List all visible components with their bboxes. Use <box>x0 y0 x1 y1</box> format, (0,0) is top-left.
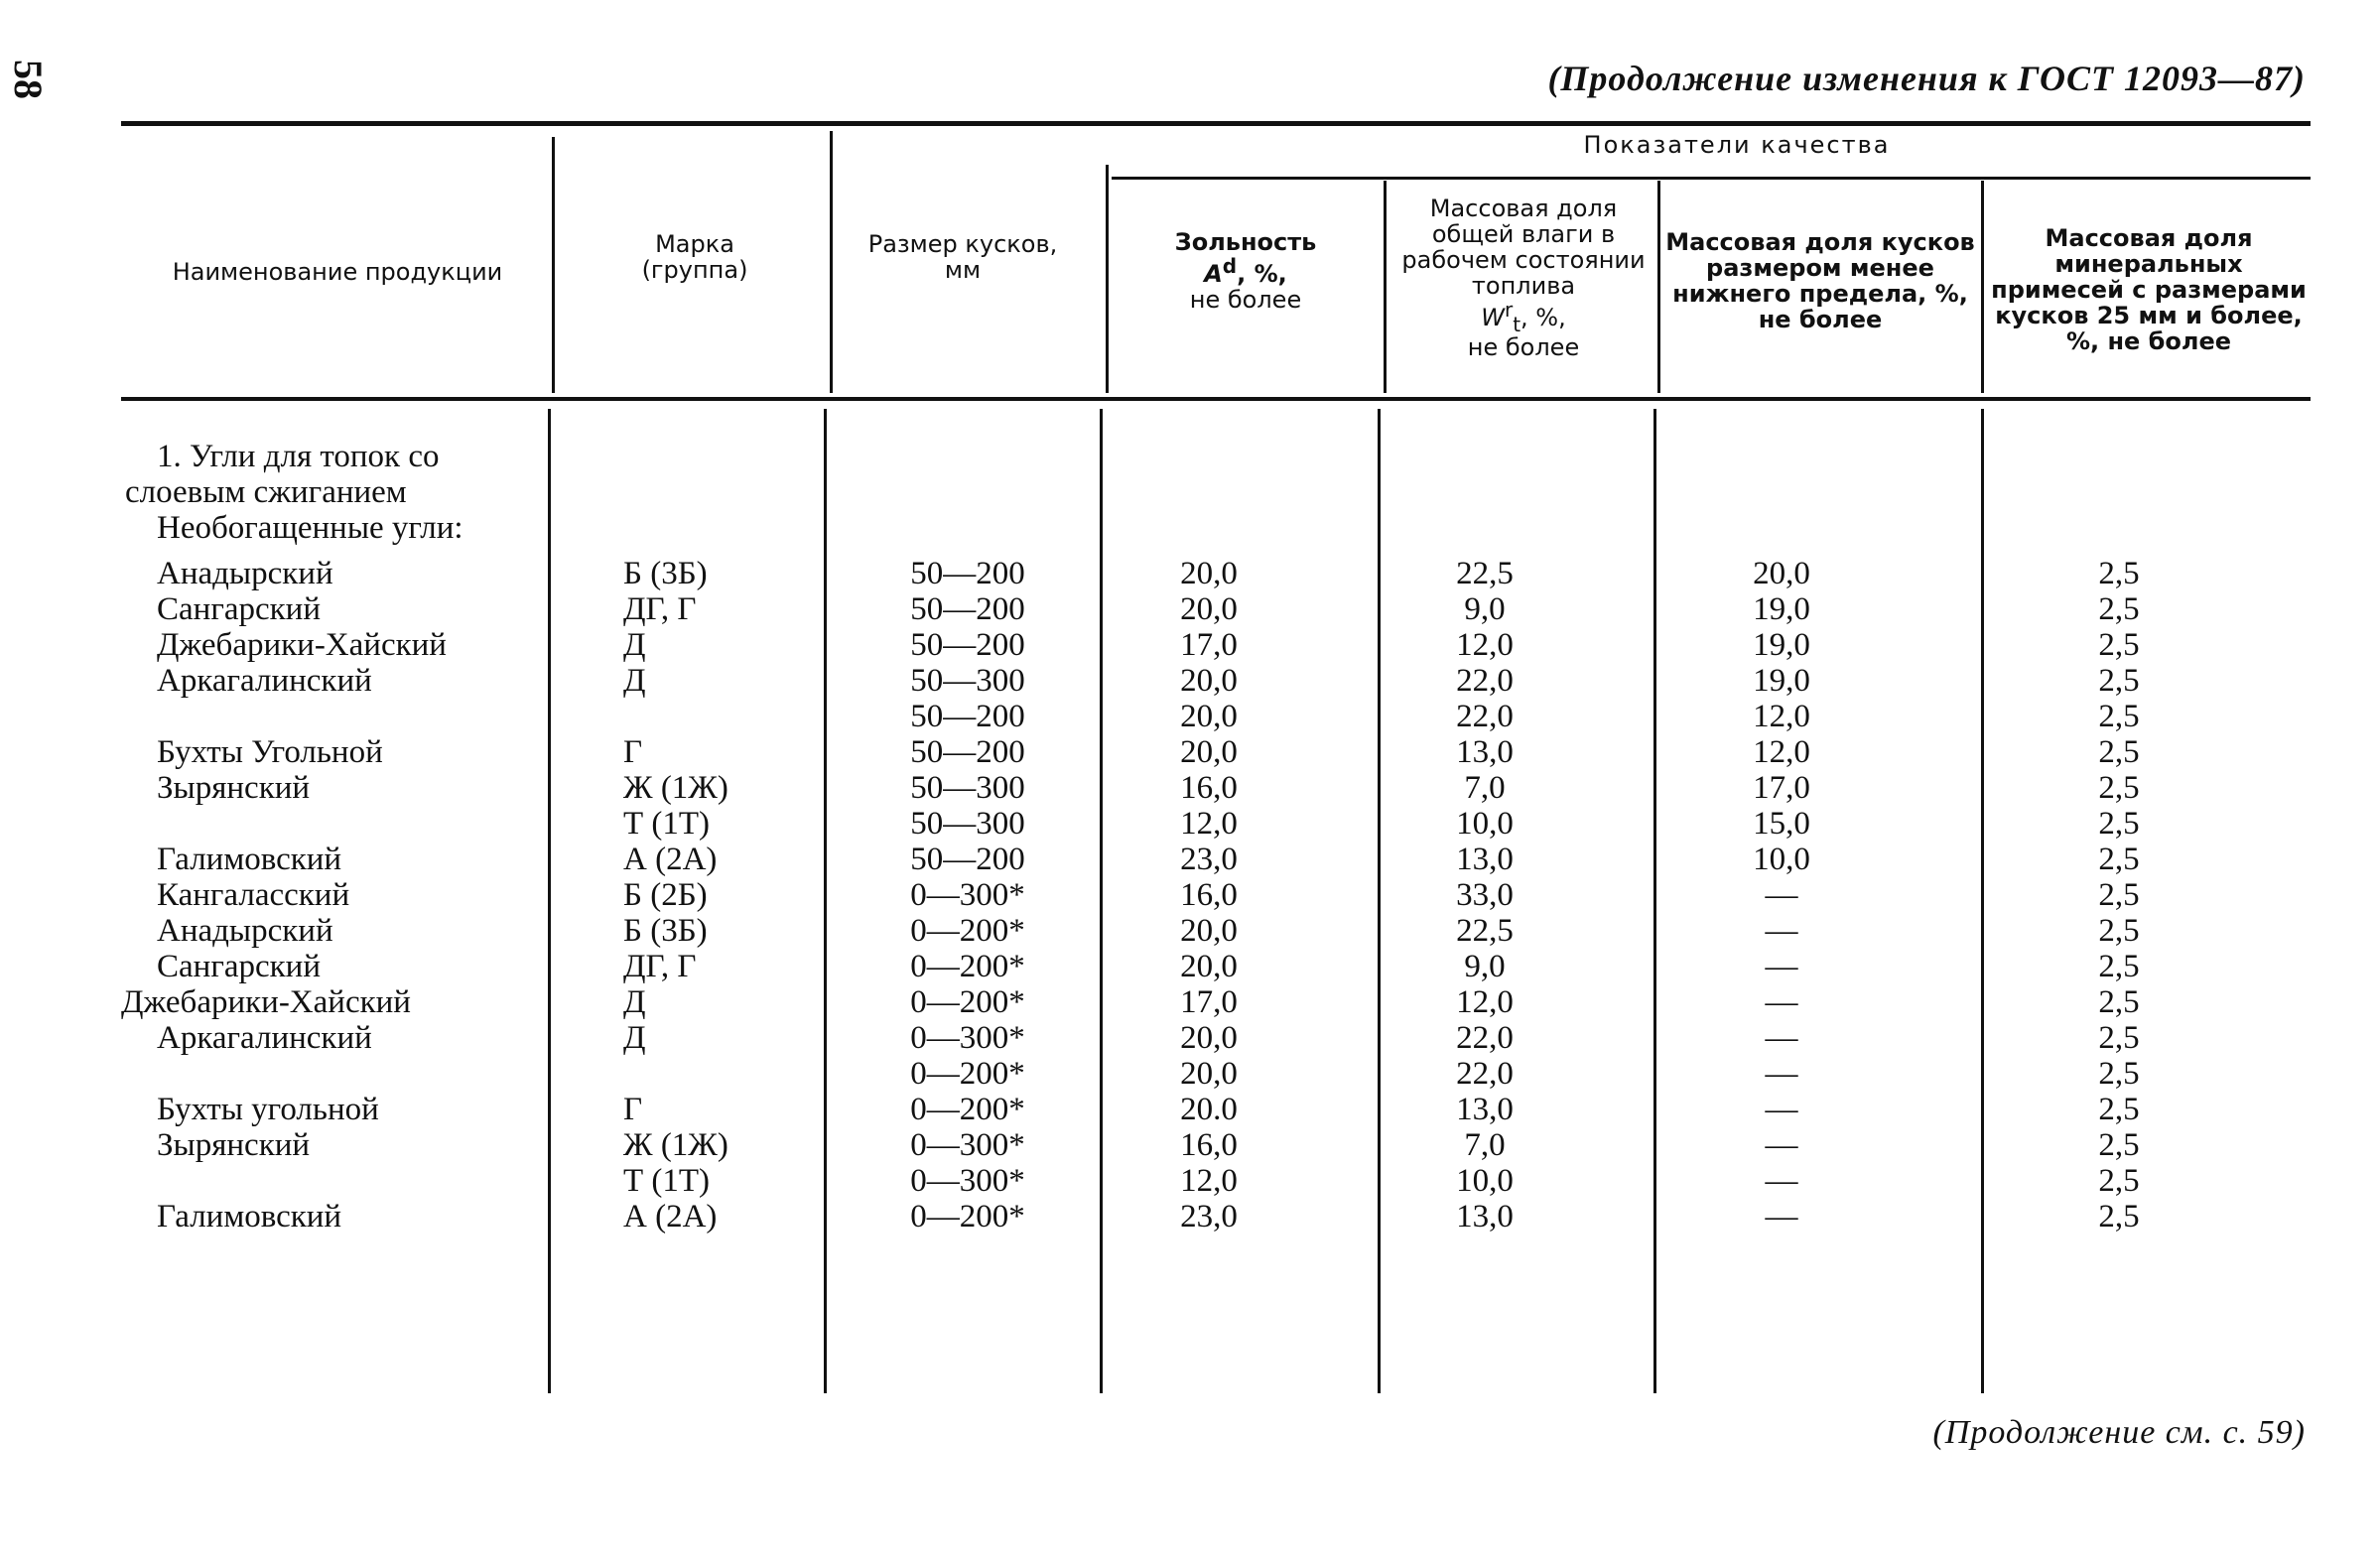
row-under: — <box>1765 1163 1798 1199</box>
quality-group-rule <box>1112 177 2311 180</box>
row-under: — <box>1765 1020 1798 1056</box>
body-divider <box>548 409 551 1393</box>
row-ash: 16,0 <box>1180 877 1238 913</box>
row-under: — <box>1765 1092 1798 1127</box>
body-divider <box>1653 409 1656 1393</box>
row-moist: 13,0 <box>1456 842 1514 877</box>
row-name: Сангарский <box>157 591 321 627</box>
row-grade: Д <box>623 663 646 699</box>
row-ash: 23,0 <box>1180 1199 1238 1234</box>
row-under: 10,0 <box>1753 842 1810 877</box>
row-size: 0—200* <box>910 949 1025 984</box>
row-size: 50—300 <box>910 806 1025 842</box>
header-grade: Марка (группа) <box>641 230 748 284</box>
row-moist: 13,0 <box>1456 734 1514 770</box>
body-divider <box>1100 409 1103 1393</box>
row-size: 0—300* <box>910 877 1025 913</box>
row-size: 50—200 <box>910 699 1025 734</box>
table-top-rule <box>121 121 2311 126</box>
body-divider <box>1981 409 1984 1393</box>
row-name: Аркагалинский <box>157 1020 372 1056</box>
row-ash: 20,0 <box>1180 556 1238 591</box>
row-name: Анадырский <box>157 556 333 591</box>
row-mineral: 2,5 <box>2098 770 2140 806</box>
row-under: 20,0 <box>1753 556 1810 591</box>
row-mineral: 2,5 <box>2098 591 2140 627</box>
row-moist: 9,0 <box>1464 591 1506 627</box>
row-grade: Д <box>623 627 646 663</box>
row-name: Джебарики-Хайский <box>121 984 411 1020</box>
row-moist: 22,0 <box>1456 1056 1514 1092</box>
header-undersize-title: Массовая доля кусков размером менее нижнего предела, %, не более <box>1665 228 1975 333</box>
row-grade: Б (2Б) <box>623 877 708 913</box>
header-divider <box>552 137 555 393</box>
row-moist: 22,0 <box>1456 699 1514 734</box>
row-mineral: 2,5 <box>2098 949 2140 984</box>
row-under: — <box>1765 1199 1798 1234</box>
header-ash <box>1141 230 1350 314</box>
row-ash: 16,0 <box>1180 1127 1238 1163</box>
row-moist: 22,5 <box>1456 913 1514 949</box>
row-grade: Т (1Т) <box>623 1163 711 1199</box>
header-moisture-sub: t <box>1513 312 1521 336</box>
row-moist: 22,0 <box>1456 1020 1514 1056</box>
row-moist: 22,5 <box>1456 556 1514 591</box>
row-size: 0—200* <box>910 1056 1025 1092</box>
row-grade: Г <box>623 734 643 770</box>
row-grade: Б (3Б) <box>623 913 708 949</box>
row-mineral: 2,5 <box>2098 877 2140 913</box>
row-mineral: 2,5 <box>2098 1127 2140 1163</box>
row-moist: 10,0 <box>1456 806 1514 842</box>
row-size: 50—200 <box>910 734 1025 770</box>
header-moisture-symbol: W <box>1481 303 1505 331</box>
row-under: — <box>1765 1056 1798 1092</box>
row-mineral: 2,5 <box>2098 663 2140 699</box>
row-ash: 20.0 <box>1180 1092 1238 1127</box>
row-grade: ДГ, Г <box>623 949 697 984</box>
row-size: 0—300* <box>910 1127 1025 1163</box>
row-moist: 13,0 <box>1456 1092 1514 1127</box>
header-ash-symbol: A <box>1204 259 1223 288</box>
row-ash: 17,0 <box>1180 627 1238 663</box>
row-size: 0—200* <box>910 1092 1025 1127</box>
row-size: 0—200* <box>910 984 1025 1020</box>
row-under: 19,0 <box>1753 591 1810 627</box>
row-mineral: 2,5 <box>2098 699 2140 734</box>
row-size: 50—200 <box>910 627 1025 663</box>
row-size: 0—200* <box>910 1199 1025 1234</box>
header-divider <box>1657 181 1660 393</box>
row-name: Галимовский <box>157 1199 342 1234</box>
row-grade: Ж (1Ж) <box>623 1127 728 1163</box>
row-mineral: 2,5 <box>2098 627 2140 663</box>
row-size: 0—300* <box>910 1163 1025 1199</box>
subsection-title: Необогащенные угли: <box>157 510 463 546</box>
header-divider <box>1981 181 1984 393</box>
row-ash: 20,0 <box>1180 949 1238 984</box>
header-divider <box>1384 181 1387 393</box>
row-name: Бухты угольной <box>157 1092 379 1127</box>
section-title-line2: слоевым сжиганием <box>125 474 407 510</box>
row-grade: А (2А) <box>623 1199 718 1234</box>
row-moist: 33,0 <box>1456 877 1514 913</box>
section-title <box>125 439 463 546</box>
row-name: Галимовский <box>157 842 342 877</box>
row-mineral: 2,5 <box>2098 984 2140 1020</box>
row-ash: 16,0 <box>1180 770 1238 806</box>
row-grade: Т (1Т) <box>623 806 711 842</box>
row-ash: 17,0 <box>1180 984 1238 1020</box>
row-mineral: 2,5 <box>2098 1056 2140 1092</box>
row-mineral: 2,5 <box>2098 806 2140 842</box>
row-size: 50—200 <box>910 842 1025 877</box>
row-ash: 20,0 <box>1180 1056 1238 1092</box>
row-ash: 12,0 <box>1180 1163 1238 1199</box>
header-mineral <box>1989 226 2309 355</box>
row-ash: 20,0 <box>1180 734 1238 770</box>
row-mineral: 2,5 <box>2098 1092 2140 1127</box>
header-moisture-sup: r <box>1504 297 1514 322</box>
row-ash: 23,0 <box>1180 842 1238 877</box>
row-size: 50—300 <box>910 663 1025 699</box>
row-grade: Д <box>623 1020 646 1056</box>
row-name: Джебарики-Хайский <box>157 627 447 663</box>
row-size: 50—300 <box>910 770 1025 806</box>
row-under: 17,0 <box>1753 770 1810 806</box>
row-ash: 20,0 <box>1180 699 1238 734</box>
row-name: Анадырский <box>157 913 333 949</box>
row-size: 50—200 <box>910 591 1025 627</box>
body-divider <box>824 409 827 1393</box>
row-name: Кангаласский <box>157 877 350 913</box>
row-under: — <box>1765 949 1798 984</box>
header-moisture-title: Массовая доля общей влаги в рабочем состоянии топлива <box>1401 195 1646 300</box>
header-ash-limit: не более <box>1189 285 1302 314</box>
row-name: Сангарский <box>157 949 321 984</box>
row-size: 50—200 <box>910 556 1025 591</box>
row-under: — <box>1765 877 1798 913</box>
header-mineral-title: Массовая доля минеральных примесей с размерами кусков 25 мм и более, %, не более <box>1991 224 2307 355</box>
row-moist: 7,0 <box>1464 770 1506 806</box>
row-moist: 13,0 <box>1456 1199 1514 1234</box>
row-mineral: 2,5 <box>2098 734 2140 770</box>
row-moist: 7,0 <box>1464 1127 1506 1163</box>
row-under: 12,0 <box>1753 699 1810 734</box>
row-mineral: 2,5 <box>2098 556 2140 591</box>
row-grade: ДГ, Г <box>623 591 697 627</box>
row-moist: 9,0 <box>1464 949 1506 984</box>
row-grade: А (2А) <box>623 842 718 877</box>
header-moisture-limit: не более <box>1467 333 1580 362</box>
row-name: Бухты Угольной <box>157 734 383 770</box>
row-mineral: 2,5 <box>2098 842 2140 877</box>
row-name: Аркагалинский <box>157 663 372 699</box>
row-size: 0—300* <box>910 1020 1025 1056</box>
header-bottom-rule <box>121 397 2311 401</box>
row-moist: 22,0 <box>1456 663 1514 699</box>
row-moist: 12,0 <box>1456 627 1514 663</box>
row-ash: 12,0 <box>1180 806 1238 842</box>
row-ash: 20,0 <box>1180 1020 1238 1056</box>
header-divider <box>830 131 833 393</box>
body-divider <box>1378 409 1381 1393</box>
row-name: Зырянский <box>157 770 311 806</box>
row-size: 0—200* <box>910 913 1025 949</box>
header-moisture-unit: , %, <box>1521 303 1566 331</box>
row-name: Зырянский <box>157 1127 311 1163</box>
row-under: 15,0 <box>1753 806 1810 842</box>
header-ash-sup: d <box>1222 253 1238 278</box>
row-grade: Г <box>623 1092 643 1127</box>
header-moisture <box>1395 196 1652 361</box>
running-head: (Продолжение изменения к ГОСТ 12093—87) <box>1547 59 2306 98</box>
row-under: — <box>1765 984 1798 1020</box>
page-number: 58 <box>6 60 51 99</box>
row-moist: 12,0 <box>1456 984 1514 1020</box>
header-quality: Показатели качества <box>1583 131 1891 159</box>
section-title-line1: 1. Угли для топок со <box>157 439 440 474</box>
row-ash: 20,0 <box>1180 913 1238 949</box>
row-under: — <box>1765 913 1798 949</box>
header-ash-unit: , %, <box>1237 259 1287 288</box>
footer-note: (Продолжение см. с. 59) <box>1932 1414 2306 1451</box>
header-divider <box>1106 165 1109 393</box>
row-mineral: 2,5 <box>2098 1163 2140 1199</box>
row-mineral: 2,5 <box>2098 913 2140 949</box>
row-grade: Ж (1Ж) <box>623 770 728 806</box>
header-ash-title: Зольность <box>1174 228 1317 256</box>
header-size: Размер кусков, мм <box>867 230 1058 284</box>
header-undersize <box>1665 230 1975 333</box>
row-grade: Д <box>623 984 646 1020</box>
row-ash: 20,0 <box>1180 591 1238 627</box>
row-ash: 20,0 <box>1180 663 1238 699</box>
row-under: 19,0 <box>1753 663 1810 699</box>
row-under: — <box>1765 1127 1798 1163</box>
row-under: 19,0 <box>1753 627 1810 663</box>
row-mineral: 2,5 <box>2098 1199 2140 1234</box>
header-name: Наименование продукции <box>172 258 503 286</box>
row-mineral: 2,5 <box>2098 1020 2140 1056</box>
row-moist: 10,0 <box>1456 1163 1514 1199</box>
row-under: 12,0 <box>1753 734 1810 770</box>
row-grade: Б (3Б) <box>623 556 708 591</box>
